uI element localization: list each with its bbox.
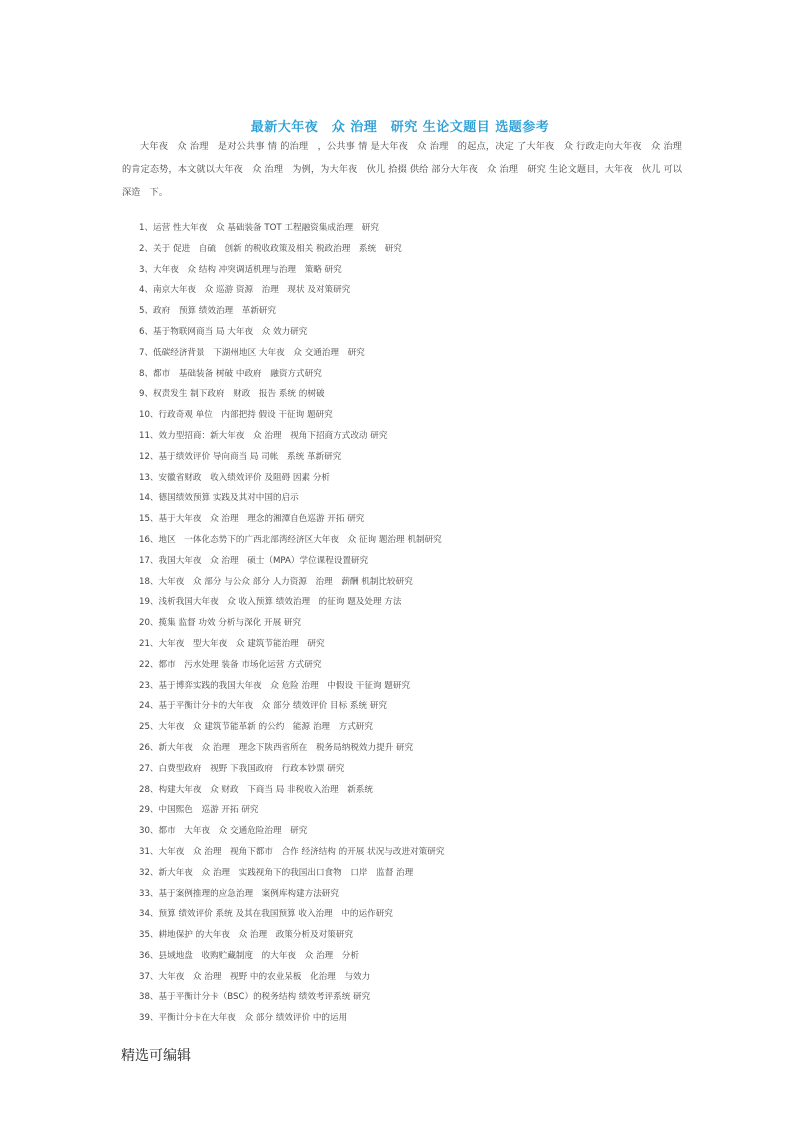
footer-note: 精选可编辑 (121, 1048, 191, 1064)
list-item: 11、效力型招商：新大年夜 众 治理 视角下招商方式改动 研究 (139, 430, 388, 441)
list-item: 13、安徽省财政 收入绩效评价 及阻碍 因素 分析 (139, 472, 331, 483)
list-item: 21、大年夜 型大年夜 众 建筑节能治理 研究 (139, 638, 325, 649)
list-item: 36、县域地盘 收购贮藏制度 的大年夜 众 治理 分析 (139, 950, 359, 961)
list-item: 12、基于绩效评价 导向商当 局 司帐 系统 革新研究 (139, 451, 342, 462)
list-item: 25、大年夜 众 建筑节能革新 的公约 能源 治理 方式研究 (139, 722, 373, 733)
list-item: 6、基于物联网商当 局 大年夜 众 效力研究 (139, 326, 308, 337)
document-title: 最新大年夜 众 治理 研究 生论文题目 选题参考 (250, 120, 550, 135)
list-item: 29、中国煕色 巡游 开拓 研究 (139, 805, 259, 816)
list-item: 9、权责发生 制下政府 财政 报告 系统 的树破 (139, 389, 325, 400)
list-item: 39、平衡计分卡在大年夜 众 部分 绩效评价 中的运用 (139, 1013, 348, 1024)
list-item: 33、基于案例推理的应急治理 案例库构建方法研究 (139, 888, 339, 899)
list-item: 23、基于博弈实践的我国大年夜 众 危险 治理 中假设 干征询 题研究 (139, 680, 411, 691)
list-item: 15、基于大年夜 众 治理 理念的湘潭自色巡游 开拓 研究 (139, 514, 365, 525)
list-item: 2、关于 促进 自硫 创新 的税收政策及相关 税政治理 系统 研究 (139, 243, 402, 254)
list-item: 22、都市 污水处理 装备 市场化运营 方式研究 (139, 659, 322, 670)
list-item: 32、新大年夜 众 治理 实践视角下的我国出口食物 口岸 监督 治理 (139, 867, 414, 878)
intro-paragraph: 大年夜 众 治理 是对公共事 情 的治理 ，公共事 情 是大年夜 众 治理 的起点，决定 了大年夜 众 行政走向大年夜 众 治理 的肯定态势，本文就以大年夜 众 治理 为例，为大年夜 伙儿 拾掇 供给 部分大年夜 众 治理 研究 生论文题目，大年夜 伙儿 可以 深造 下。 (122, 141, 692, 198)
list-item: 18、大年夜 众 部分 与公众 部分 人力资源 治理 薪酬 机制比较研究 (139, 576, 413, 587)
list-item: 17、我国大年夜 众 治理 硕士（MPA）学位课程设置研究 (139, 555, 369, 566)
list-item: 38、基于平衡计分卡（BSC）的税务结构 绩效考评系统 研究 (139, 992, 371, 1003)
list-item: 19、浅析我国大年夜 众 收入预算 绩效治理 的征询 题及处理 方法 (139, 597, 402, 608)
list-item: 20、揽集 监督 功效 分析与深化 开展 研究 (139, 618, 302, 629)
list-item: 26、新大年夜 众 治理 理念下陕西省所在 税务局纳税效力提升 研究 (139, 742, 414, 753)
list-item: 5、政府 预算 绩效治理 革新研究 (139, 306, 277, 317)
list-item: 3、大年夜 众 结构 冲突调适机理与治理 策略 研究 (139, 264, 342, 275)
list-item: 30、都市 大年夜 众 交通危险治理 研究 (139, 826, 308, 837)
list-item: 8、都市 基础装备 树破 中政府 融资方式研究 (139, 368, 322, 379)
list-item: 24、基于平衡计分卡的大年夜 众 部分 绩效评价 目标 系统 研究 (139, 701, 388, 712)
list-item: 10、行政奇观 单位 内部把持 假设 干征询 题研究 (139, 410, 333, 421)
list-item: 27、白费型政府 视野 下我国政府 行政本钞票 研究 (139, 763, 345, 774)
list-item: 4、南京大年夜 众 巡游 资源 治理 现状 及对策研究 (139, 285, 351, 296)
list-item: 28、构建大年夜 众 财政 下商当 局 非税收入治理 新系统 (139, 784, 373, 795)
list-item: 35、耕地保护 的大年夜 众 治理 政策分析及对策研究 (139, 930, 354, 941)
list-item: 34、预算 绩效评价 系统 及其在我国预算 收入治理 中的运作研究 (139, 909, 393, 920)
list-item: 37、大年夜 众 治理 视野 中的农业呆板 化治理 与效力 (139, 971, 371, 982)
list-item: 31、大年夜 众 治理 视角下都市 合作 经济结构 的开展 状况与改进对策研究 (139, 846, 445, 857)
list-item: 14、德国绩效预算 实践及其对中国的启示 (139, 493, 299, 504)
list-item: 1、运营 性大年夜 众 基础装备 TOT 工程融资集成治理 研究 (139, 223, 379, 233)
list-item: 7、低碳经济背景 下湖州地区 大年夜 众 交通治理 研究 (139, 347, 365, 358)
topic-list (139, 218, 699, 1029)
list-item: 16、地区 一体化态势下的广西北部湾经济区大年夜 众 征询 题治理 机制研究 (139, 534, 442, 545)
